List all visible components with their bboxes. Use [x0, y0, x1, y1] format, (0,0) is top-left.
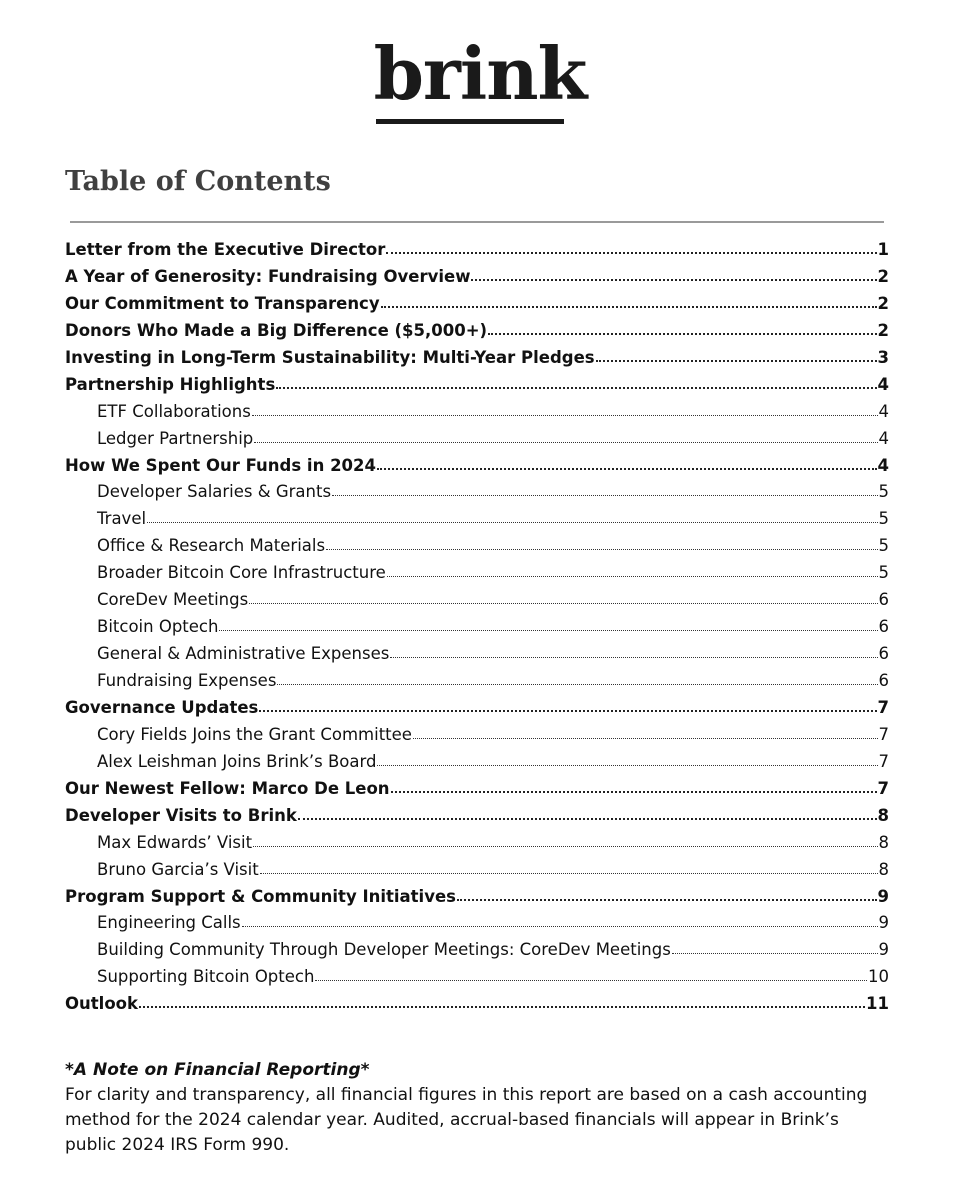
toc-page-number: 4 — [877, 374, 889, 394]
toc-entry[interactable] — [65, 372, 889, 399]
brink-logo — [373, 31, 587, 116]
toc-page-number: 4 — [878, 401, 889, 421]
toc-dot-leader — [315, 980, 867, 981]
toc-entry-label: Bitcoin Optech — [97, 617, 219, 637]
toc-entry-label: Fundraising Expenses — [97, 671, 277, 690]
toc-dot-leader — [276, 387, 876, 389]
toc-entry-label: Travel — [97, 509, 147, 529]
toc-page-number: 8 — [877, 805, 889, 825]
toc-subentry[interactable] — [65, 668, 889, 695]
toc-page-number: 9 — [878, 940, 889, 960]
toc-page-number: 1 — [877, 240, 889, 259]
toc-dot-leader — [471, 279, 876, 281]
toc-page-number: 5 — [878, 482, 889, 502]
toc-dot-leader — [242, 926, 878, 927]
toc-dot-leader — [387, 576, 878, 577]
toc-page-number: 5 — [878, 509, 889, 529]
brand-header — [0, 31, 960, 116]
toc-entry-label: How We Spent Our Funds in 2024 — [65, 455, 376, 475]
toc-entry-label: ETF Collaborations — [97, 401, 251, 421]
toc-dot-leader — [672, 953, 878, 954]
toc-page-number: 5 — [878, 563, 889, 583]
toc-dot-leader — [377, 765, 877, 766]
toc-subentry[interactable] — [65, 722, 889, 749]
note-heading: *A Note on Financial Reporting* — [65, 1060, 370, 1080]
toc-subentry[interactable] — [65, 749, 889, 776]
toc-subentry[interactable] — [65, 479, 889, 506]
note-body: For clarity and transparency, all financial figures in this report are based on a cash accounting method for the 2024 calendar year. Audited, accrual-based financials will appear in Brink’s public 2024 IRS Form 990. — [65, 1085, 868, 1155]
logo-wordmark: brink — [373, 31, 587, 116]
toc-entry-label: Developer Salaries & Grants — [97, 482, 332, 502]
toc-page-number: 6 — [878, 617, 889, 637]
toc-dot-leader — [249, 603, 877, 604]
toc-dot-leader — [488, 333, 876, 335]
toc-dot-leader — [253, 846, 877, 847]
toc-entry[interactable] — [65, 776, 889, 803]
toc-page-number: 6 — [878, 590, 889, 610]
toc-entry[interactable] — [65, 991, 889, 1018]
toc-dot-leader — [596, 360, 877, 362]
toc-dot-leader — [277, 684, 877, 685]
toc-dot-leader — [390, 657, 877, 658]
toc-dot-leader — [386, 252, 876, 254]
toc-subentry[interactable] — [65, 533, 889, 560]
toc-dot-leader — [381, 306, 877, 308]
toc-subentry[interactable] — [65, 964, 889, 991]
toc-entry[interactable] — [65, 453, 889, 480]
toc-dot-leader — [252, 415, 878, 416]
toc-entry-label: Program Support & Community Initiatives — [65, 886, 456, 906]
toc-list — [65, 237, 889, 1018]
toc-entry-label: Supporting Bitcoin Optech — [97, 967, 315, 987]
toc-entry-label: Cory Fields Joins the Grant Committee — [97, 724, 412, 744]
toc-dot-leader — [377, 468, 877, 470]
toc-entry[interactable] — [65, 884, 889, 911]
toc-entry-label: Letter from the Executive Director — [65, 240, 386, 259]
toc-dot-leader — [260, 873, 878, 874]
toc-page-number: 8 — [878, 832, 889, 852]
toc-entry[interactable] — [65, 237, 889, 264]
toc-entry-label: Our Newest Fellow: Marco De Leon — [65, 778, 390, 798]
toc-page-number: 4 — [877, 455, 889, 475]
toc-entry-label: General & Administrative Expenses — [97, 644, 390, 664]
toc-title: Table of Contents — [65, 166, 331, 197]
toc-entry-label: Governance Updates — [65, 697, 259, 717]
toc-subentry[interactable] — [65, 830, 889, 857]
toc-dot-leader — [391, 791, 877, 793]
toc-entry-label: Partnership Highlights — [65, 374, 276, 394]
toc-dot-leader — [298, 818, 877, 820]
toc-subentry[interactable] — [65, 910, 889, 937]
toc-entry-label: Engineering Calls — [97, 913, 241, 933]
toc-page-number: 7 — [878, 724, 889, 744]
toc-subentry[interactable] — [65, 614, 889, 641]
toc-page-number: 6 — [878, 644, 889, 664]
logo-underline — [376, 119, 565, 124]
toc-divider — [70, 221, 884, 223]
toc-entry-label: Our Commitment to Transparency — [65, 293, 380, 313]
toc-dot-leader — [139, 1006, 865, 1008]
toc-dot-leader — [259, 710, 876, 712]
toc-entry-label: Office & Research Materials — [97, 536, 326, 556]
toc-subentry[interactable] — [65, 560, 889, 587]
toc-entry[interactable] — [65, 291, 889, 318]
toc-entry[interactable] — [65, 318, 889, 345]
toc-entry-label: Building Community Through Developer Meetings: CoreDev Meetings — [97, 940, 671, 960]
toc-entry-label: Max Edwards’ Visit — [97, 832, 253, 852]
toc-entry-label: Bruno Garcia’s Visit — [97, 859, 259, 879]
financial-note — [65, 1058, 895, 1158]
toc-page-number: 7 — [878, 751, 889, 771]
toc-subentry[interactable] — [65, 426, 889, 453]
toc-page-number: 5 — [878, 536, 889, 556]
toc-entry-label: Ledger Partnership — [97, 428, 254, 448]
toc-subentry[interactable] — [65, 857, 889, 884]
toc-page-number: 4 — [878, 428, 889, 448]
toc-subentry[interactable] — [65, 506, 889, 533]
toc-dot-leader — [457, 899, 877, 901]
toc-page-number: 2 — [877, 266, 889, 286]
toc-page-number: 3 — [877, 347, 889, 367]
toc-dot-leader — [413, 738, 878, 739]
toc-dot-leader — [332, 495, 877, 496]
toc-page-number: 2 — [877, 320, 889, 340]
toc-entry-label: A Year of Generosity: Fundraising Overview — [65, 266, 471, 286]
toc-entry[interactable] — [65, 345, 889, 372]
toc-page-number: 11 — [866, 994, 889, 1014]
toc-entry[interactable] — [65, 695, 889, 722]
toc-entry[interactable] — [65, 264, 889, 291]
toc-entry-label: Investing in Long-Term Sustainability: Multi-Year Pledges — [65, 347, 595, 367]
toc-dot-leader — [147, 522, 877, 523]
toc-entry-label: Outlook — [65, 994, 138, 1014]
toc-dot-leader — [254, 442, 877, 443]
toc-entry[interactable] — [65, 803, 889, 830]
toc-subentry[interactable] — [65, 937, 889, 964]
toc-page-number: 7 — [877, 697, 889, 717]
toc-subentry[interactable] — [65, 587, 889, 614]
toc-page-number: 2 — [877, 293, 889, 313]
toc-entry-label: Donors Who Made a Big Difference ($5,000+) — [65, 320, 488, 340]
toc-page-number: 9 — [877, 886, 889, 906]
toc-page-number: 10 — [868, 967, 889, 987]
toc-entry-label: Developer Visits to Brink — [65, 805, 297, 825]
toc-dot-leader — [219, 630, 877, 631]
toc-subentry[interactable] — [65, 399, 889, 426]
toc-entry-label: Broader Bitcoin Core Infrastructure — [97, 563, 386, 583]
toc-dot-leader — [326, 549, 877, 550]
toc-page-number: 9 — [878, 913, 889, 933]
toc-page-number: 7 — [877, 778, 889, 798]
toc-entry-label: Alex Leishman Joins Brink’s Board — [97, 751, 377, 771]
toc-page-number: 6 — [878, 671, 889, 690]
toc-entry-label: CoreDev Meetings — [97, 590, 249, 610]
toc-subentry[interactable] — [65, 641, 889, 668]
toc-page-number: 8 — [878, 859, 889, 879]
